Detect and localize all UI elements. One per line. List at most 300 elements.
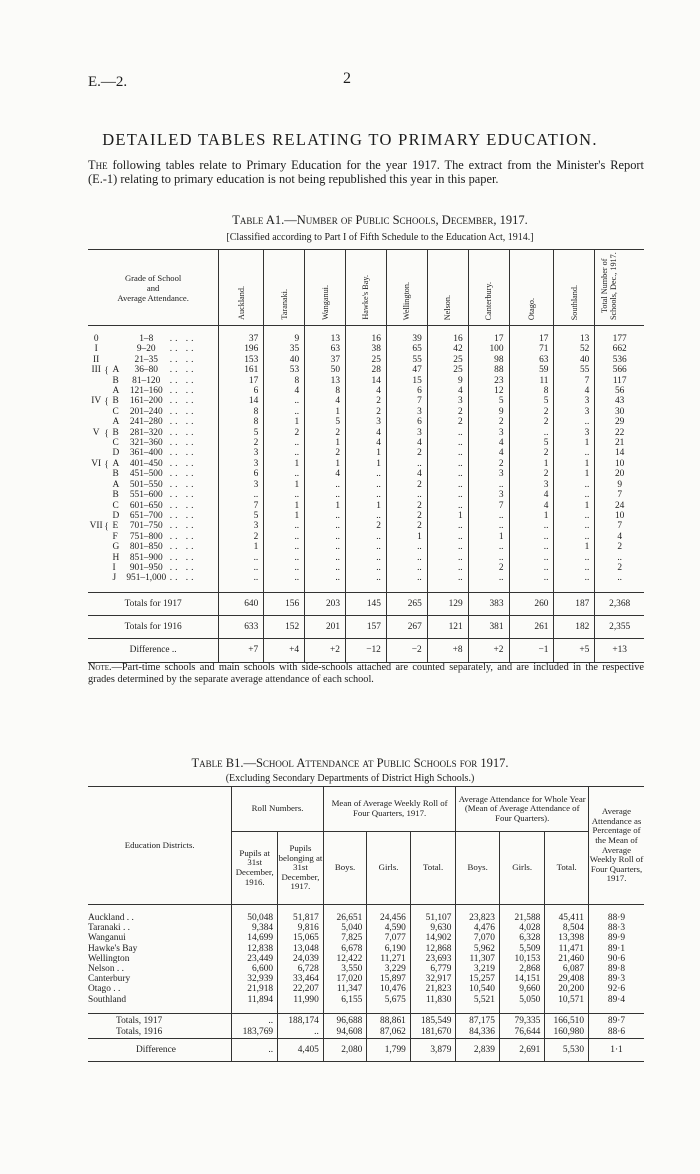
attendance-range: 361–400 xyxy=(129,448,163,459)
cell-value: 6,779 xyxy=(410,964,456,974)
grade-sub xyxy=(113,355,123,365)
page-number: 2 xyxy=(343,70,351,87)
cell-value: 24,456 xyxy=(367,913,411,923)
table-a1-header xyxy=(88,250,644,326)
cell-value: 7 xyxy=(219,501,264,511)
cell-value: 5,040 xyxy=(323,923,367,933)
grade-roman: VII xyxy=(89,521,103,532)
cell-value: .. xyxy=(509,573,554,583)
cell-value: 12 xyxy=(468,386,509,396)
grade-sub xyxy=(113,334,123,344)
grade-roman xyxy=(88,573,104,583)
cell-value: 1 xyxy=(264,480,305,490)
cell-value: 39 xyxy=(386,334,427,344)
cell-value: 13 xyxy=(305,334,346,344)
cell-value: 4 xyxy=(346,438,387,448)
table-row xyxy=(88,438,644,448)
cell-value: .. xyxy=(468,480,509,490)
cell-value: 2 xyxy=(386,448,427,458)
grade-roman: II xyxy=(93,354,100,365)
cell-value: 2,868 xyxy=(499,964,544,974)
cell-value: +2 xyxy=(468,638,509,662)
cell-value: 50,048 xyxy=(232,913,278,923)
cell-value: 187 xyxy=(554,592,595,615)
table-b1-title: Table B1.—School Attendance at Public Schools for 1917. xyxy=(191,756,509,770)
cell-value: 88,861 xyxy=(367,1013,411,1027)
cell-value: 63 xyxy=(305,344,346,354)
cell-value: 12,838 xyxy=(232,944,278,954)
cell-value: 56 xyxy=(595,386,644,396)
cell-value: .. xyxy=(509,542,554,552)
cell-value: 121 xyxy=(427,615,468,638)
cell-value: .. xyxy=(305,542,346,552)
cell-value: 89·7 xyxy=(589,1013,645,1027)
cell-value: .. xyxy=(232,1013,278,1027)
cell-value: 3,550 xyxy=(323,964,367,974)
table-row xyxy=(88,553,644,563)
cell-value: 10,571 xyxy=(545,995,589,1005)
cell-value: 21,460 xyxy=(545,954,589,964)
grade-sub: B xyxy=(112,396,119,407)
cell-value: 1,799 xyxy=(367,1038,411,1061)
col-southland: Southland. xyxy=(554,250,595,326)
table-b1-body xyxy=(88,905,644,1062)
cell-value: 15,897 xyxy=(367,974,411,984)
grade-roman: III xyxy=(91,365,101,376)
cell-value: 4 xyxy=(305,396,346,406)
cell-value: 14,151 xyxy=(499,974,544,984)
cell-value: .. xyxy=(554,417,595,427)
cell-value: 53 xyxy=(264,365,305,375)
grade-brace xyxy=(104,438,112,448)
grade-brace xyxy=(104,334,112,344)
table-a1 xyxy=(88,249,644,663)
cell-value: 1 xyxy=(554,459,595,469)
grade-sub: F xyxy=(112,531,118,542)
cell-value: 4 xyxy=(346,386,387,396)
cell-value: 5,675 xyxy=(367,995,411,1005)
cell-value: 6,087 xyxy=(545,964,589,974)
totals-row xyxy=(88,1027,644,1039)
cell-value: 90·6 xyxy=(589,954,645,964)
cell-value: 10 xyxy=(595,459,644,469)
cell-value: 188,174 xyxy=(278,1013,324,1027)
cell-value: +2 xyxy=(305,638,346,662)
table-row xyxy=(88,563,644,573)
cell-value: 2 xyxy=(427,417,468,427)
cell-value: 7 xyxy=(595,521,644,531)
grade-brace xyxy=(104,480,112,490)
table-row xyxy=(88,386,644,396)
cell-value: 3,879 xyxy=(410,1038,456,1061)
grade-sub: A xyxy=(112,417,120,428)
cell-value: 4 xyxy=(264,386,305,396)
attendance-range: 701–750 xyxy=(129,521,163,532)
grade-roman xyxy=(88,417,104,427)
table-row xyxy=(88,448,644,458)
cell-value: 9 xyxy=(468,407,509,417)
att-boys-header: Boys. xyxy=(456,832,500,905)
cell-value: 2 xyxy=(219,438,264,448)
cell-value: .. xyxy=(305,521,346,531)
table-row xyxy=(88,933,644,943)
cell-value: 2 xyxy=(509,417,554,427)
cell-value: 5 xyxy=(468,396,509,406)
cell-value: 14 xyxy=(219,396,264,406)
cell-value: 5,521 xyxy=(456,995,500,1005)
cell-value: .. xyxy=(264,542,305,552)
cell-value: 3 xyxy=(509,480,554,490)
grade-brace xyxy=(104,490,112,500)
cell-value: 5,509 xyxy=(499,944,544,954)
grade-sub: C xyxy=(112,406,119,417)
cell-value: 24 xyxy=(595,501,644,511)
district-name: Totals, 1916 xyxy=(116,1026,163,1037)
grade-sub: I xyxy=(112,562,116,573)
cell-value: .. xyxy=(386,490,427,500)
cell-value: 3 xyxy=(554,396,595,406)
grade-sub: B xyxy=(112,375,119,386)
attendance-range: 501–550 xyxy=(129,479,163,490)
table-row xyxy=(88,521,644,531)
district-name: Difference xyxy=(88,1038,232,1061)
intro-paragraph xyxy=(88,158,644,187)
totals-row xyxy=(88,615,644,638)
cell-value: .. xyxy=(219,573,264,583)
grade-roman xyxy=(88,542,104,552)
grade-sub: A xyxy=(112,479,120,490)
cell-value: 14 xyxy=(595,448,644,458)
attendance-range: 551–600 xyxy=(129,490,163,501)
leader-dots: .. .. xyxy=(169,344,197,355)
cell-value: 55 xyxy=(386,355,427,365)
cell-value: .. xyxy=(509,521,554,531)
cell-value: 4 xyxy=(595,532,644,542)
grade-roman xyxy=(88,511,104,521)
cell-value: 2,080 xyxy=(323,1038,367,1061)
cell-value: 16 xyxy=(346,334,387,344)
leader-dots: .. .. xyxy=(169,417,197,428)
table-row xyxy=(88,396,644,406)
cell-value: 14 xyxy=(346,376,387,386)
district-name: Wellington xyxy=(88,953,130,964)
cell-value: 21,588 xyxy=(499,913,544,923)
pupils-1917-header: Pupils belonging at 31st December, 1917. xyxy=(278,832,324,905)
cell-value: 8 xyxy=(219,417,264,427)
cell-value: 17 xyxy=(468,334,509,344)
grade-sub: B xyxy=(112,490,119,501)
cell-value: 10,476 xyxy=(367,984,411,994)
cell-value: 88·9 xyxy=(589,913,645,923)
cell-value: 23,449 xyxy=(232,954,278,964)
cell-value: 40 xyxy=(264,355,305,365)
grade-roman: 0 xyxy=(93,334,99,344)
att-total-header: Total. xyxy=(545,832,589,905)
cell-value: 16 xyxy=(427,334,468,344)
cell-value: 59 xyxy=(509,365,554,375)
cell-value: 17 xyxy=(219,376,264,386)
cell-value: 29,408 xyxy=(545,974,589,984)
leader-dots: .. .. xyxy=(169,531,197,542)
table-a1-body xyxy=(88,326,644,663)
cell-value: 88·3 xyxy=(589,923,645,933)
cell-value: 28 xyxy=(346,365,387,375)
cell-value: 6,678 xyxy=(323,944,367,954)
cell-value: 21,823 xyxy=(410,984,456,994)
grade-sub: D xyxy=(112,448,120,459)
cell-value: −12 xyxy=(346,638,387,662)
cell-value: .. xyxy=(595,553,644,563)
cell-value: 4 xyxy=(305,469,346,479)
cell-value: 3 xyxy=(554,407,595,417)
grade-sub: B xyxy=(112,427,119,438)
grade-brace xyxy=(104,407,112,417)
cell-value: 161 xyxy=(219,365,264,375)
leader-dots: .. .. xyxy=(169,365,197,376)
cell-value: 7 xyxy=(386,396,427,406)
district-name: Canterbury xyxy=(88,974,131,985)
cell-value: 5 xyxy=(305,417,346,427)
cell-value: 160,980 xyxy=(545,1027,589,1039)
cell-value: 183,769 xyxy=(232,1027,278,1039)
leader-dots: .. .. xyxy=(169,562,197,573)
cell-value: .. xyxy=(468,511,509,521)
cell-value: 5 xyxy=(219,511,264,521)
cell-value: .. xyxy=(264,573,305,583)
cell-value: 7 xyxy=(468,501,509,511)
leader-dots: .. .. xyxy=(169,542,197,553)
cell-value: 12,868 xyxy=(410,944,456,954)
totals-label: Totals for 1916 xyxy=(88,615,219,638)
pupils-1916-header: Pupils at 31st December, 1916. xyxy=(232,832,278,905)
cell-value: .. xyxy=(386,459,427,469)
cell-value: 38 xyxy=(346,344,387,354)
cell-value: 1 xyxy=(305,438,346,448)
cell-value: 2 xyxy=(264,428,305,438)
cell-value: .. xyxy=(427,490,468,500)
cell-value: .. xyxy=(264,469,305,479)
totals-row xyxy=(88,1013,644,1027)
grade-brace xyxy=(104,344,112,354)
district-name: Hawke's Bay xyxy=(88,943,138,954)
grade-brace xyxy=(104,417,112,427)
cell-value: .. xyxy=(346,532,387,542)
cell-value: .. xyxy=(427,480,468,490)
cell-value: .. xyxy=(554,448,595,458)
cell-value: 185,549 xyxy=(410,1013,456,1027)
cell-value: .. xyxy=(264,396,305,406)
grade-sub: A xyxy=(112,365,120,376)
cell-value: 662 xyxy=(595,344,644,354)
cell-value: 6,728 xyxy=(278,964,324,974)
leader-dots: .. .. xyxy=(169,427,197,438)
cell-value: 4 xyxy=(468,448,509,458)
cell-value: 156 xyxy=(264,592,305,615)
cell-value: 71 xyxy=(509,344,554,354)
cell-value: .. xyxy=(427,563,468,573)
cell-value: 47 xyxy=(386,365,427,375)
cell-value: 1 xyxy=(554,438,595,448)
cell-value: 100 xyxy=(468,344,509,354)
cell-value: .. xyxy=(219,553,264,563)
roll-numbers-header: Roll Numbers. xyxy=(232,787,323,832)
cell-value: 9 xyxy=(427,376,468,386)
col-auckland: Auckland. xyxy=(219,250,264,326)
cell-value: 79,335 xyxy=(499,1013,544,1027)
grade-brace: { xyxy=(104,365,109,376)
cell-value: 20 xyxy=(595,469,644,479)
grade-brace xyxy=(104,448,112,458)
table-row xyxy=(88,355,644,365)
attendance-range: 901–950 xyxy=(129,562,163,573)
cell-value: 9 xyxy=(595,480,644,490)
cell-value: 2 xyxy=(509,469,554,479)
cell-value: 153 xyxy=(219,355,264,365)
cell-value: 6,190 xyxy=(367,944,411,954)
grade-brace xyxy=(104,542,112,552)
roll-boys-header: Boys. xyxy=(323,832,367,905)
cell-value: 2 xyxy=(346,521,387,531)
cell-value: 177 xyxy=(595,334,644,344)
cell-value: 9,384 xyxy=(232,923,278,933)
cell-value: 6,155 xyxy=(323,995,367,1005)
cell-value: 2 xyxy=(386,521,427,531)
cell-value: 98 xyxy=(468,355,509,365)
cell-value: 43 xyxy=(595,396,644,406)
cell-value: 2,691 xyxy=(499,1038,544,1061)
col-otago: Otago. xyxy=(509,250,554,326)
table-row xyxy=(88,376,644,386)
table-row xyxy=(88,417,644,427)
cell-value: −2 xyxy=(386,638,427,662)
weekly-roll-header: Mean of Average Weekly Roll of Four Quarters, 1917. xyxy=(323,787,456,832)
cell-value: 145 xyxy=(346,592,387,615)
cell-value: 4 xyxy=(346,428,387,438)
cell-value: 1 xyxy=(305,407,346,417)
cell-value: .. xyxy=(554,563,595,573)
cell-value: .. xyxy=(554,490,595,500)
cell-value: 3 xyxy=(386,407,427,417)
cell-value: 2 xyxy=(427,407,468,417)
roll-girls-header: Girls. xyxy=(367,832,411,905)
cell-value: .. xyxy=(468,542,509,552)
cell-value: .. xyxy=(468,573,509,583)
cell-value: 88·6 xyxy=(589,1027,645,1039)
district-name: Otago . . xyxy=(88,984,121,995)
cell-value: .. xyxy=(264,448,305,458)
table-row xyxy=(88,344,644,354)
cell-value: .. xyxy=(346,480,387,490)
cell-value: .. xyxy=(427,438,468,448)
grade-sub: C xyxy=(112,500,119,511)
cell-value: 2 xyxy=(468,417,509,427)
cell-value: 3 xyxy=(346,417,387,427)
cell-value: 22,207 xyxy=(278,984,324,994)
cell-value: 536 xyxy=(595,355,644,365)
grade-roman: VI xyxy=(91,458,102,469)
cell-value: 30 xyxy=(595,407,644,417)
cell-value: .. xyxy=(427,532,468,542)
cell-value: .. xyxy=(346,469,387,479)
cell-value: 1 xyxy=(264,511,305,521)
leader-dots: .. .. xyxy=(169,479,197,490)
cell-value: 3 xyxy=(219,521,264,531)
district-name: Totals, 1917 xyxy=(88,1013,232,1027)
cell-value: 89·3 xyxy=(589,974,645,984)
cell-value: 9,660 xyxy=(499,984,544,994)
grade-roman: I xyxy=(94,344,98,355)
grade-roman xyxy=(88,469,104,479)
cell-value: 25 xyxy=(427,355,468,365)
table-row xyxy=(88,490,644,500)
cell-value: 92·6 xyxy=(589,984,645,994)
table-b1-header-groups xyxy=(88,787,644,832)
cell-value: .. xyxy=(554,553,595,563)
table-row xyxy=(88,511,644,521)
cell-value: 265 xyxy=(386,592,427,615)
grade-brace xyxy=(104,469,112,479)
grade-header: Grade of School and Average Attendance. xyxy=(88,250,219,326)
cell-value: .. xyxy=(264,490,305,500)
percentage-header: Average Attendance as Percentage of the Mean of Average Weekly Roll of Four Quarters, 1917. xyxy=(589,787,645,905)
cell-value: 15 xyxy=(386,376,427,386)
table-row xyxy=(88,923,644,933)
col-wanganui: Wanganui. xyxy=(305,250,346,326)
cell-value: 17 xyxy=(509,334,554,344)
grade-brace: { xyxy=(104,427,109,438)
cell-value: 4,028 xyxy=(499,923,544,933)
grade-brace xyxy=(104,386,112,396)
cell-value: 3,229 xyxy=(367,964,411,974)
cell-value: 9,816 xyxy=(278,923,324,933)
table-b1 xyxy=(88,786,644,1062)
cell-value: 45,411 xyxy=(545,913,589,923)
cell-value: .. xyxy=(219,563,264,573)
attendance-range: 36–80 xyxy=(134,365,158,376)
cell-value: 11,894 xyxy=(232,995,278,1005)
leader-dots: .. .. xyxy=(169,521,197,532)
table-row xyxy=(88,459,644,469)
leader-dots: .. .. xyxy=(169,438,197,449)
grade-sub: G xyxy=(112,542,120,553)
cell-value: 152 xyxy=(264,615,305,638)
table-row xyxy=(88,944,644,954)
cell-value: 6 xyxy=(219,469,264,479)
cell-value: 89·4 xyxy=(589,995,645,1005)
cell-value: 35 xyxy=(264,344,305,354)
cell-value: 1 xyxy=(468,532,509,542)
districts-header: Education Districts. xyxy=(88,787,232,905)
cell-value: 4 xyxy=(427,386,468,396)
cell-value: 2 xyxy=(595,542,644,552)
cell-value: .. xyxy=(346,553,387,563)
cell-value: 1 xyxy=(346,501,387,511)
cell-value: .. xyxy=(427,501,468,511)
cell-value: .. xyxy=(427,459,468,469)
cell-value: 2 xyxy=(305,428,346,438)
cell-value: 4 xyxy=(554,386,595,396)
cell-value: 566 xyxy=(595,365,644,375)
district-name: Nelson . . xyxy=(88,964,124,975)
table-row xyxy=(88,428,644,438)
cell-value: 3,219 xyxy=(456,964,500,974)
grade-sub: B xyxy=(112,469,119,480)
cell-value: 5,962 xyxy=(456,944,500,954)
table-row xyxy=(88,407,644,417)
table-row xyxy=(88,542,644,552)
cell-value: 1 xyxy=(264,501,305,511)
leader-dots: .. .. xyxy=(169,552,197,563)
